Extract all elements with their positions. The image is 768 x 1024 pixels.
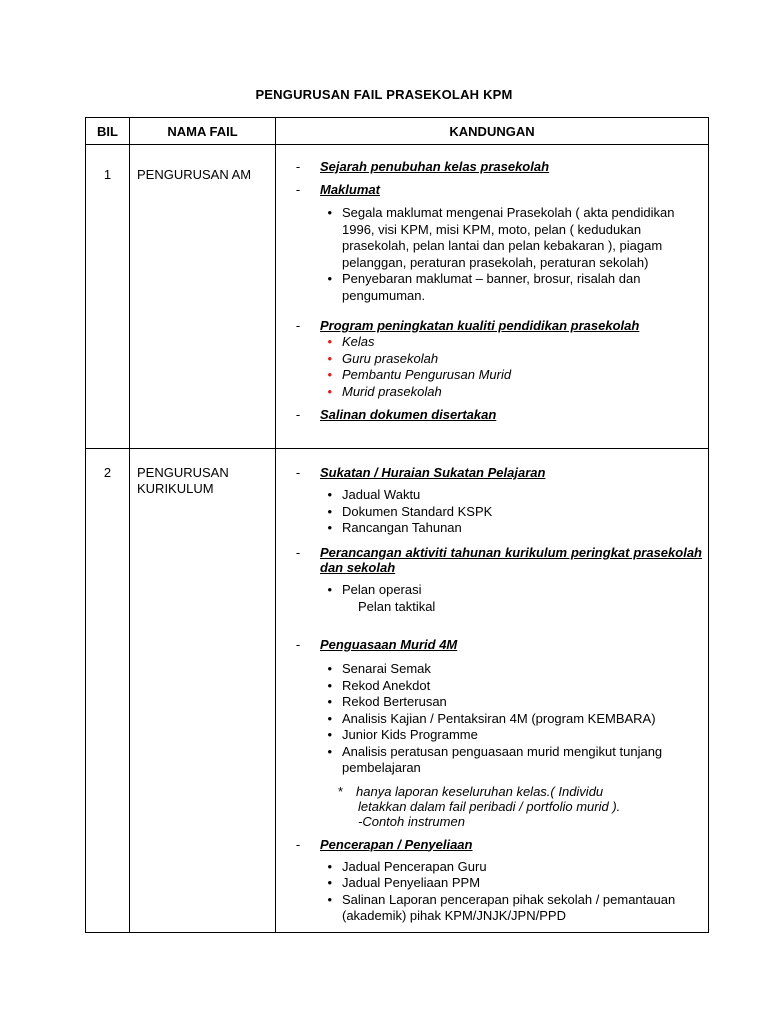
section-heading: Maklumat (320, 182, 380, 197)
bullet-list (276, 487, 702, 537)
bullet-list (276, 334, 702, 400)
dash: - (295, 544, 301, 560)
list-item: • Jadual Pencerapan Guru (327, 858, 487, 874)
list-item: • Pembantu Pengurusan Murid (327, 367, 512, 382)
list-item: • Pelan operasi (327, 581, 422, 597)
section (276, 159, 702, 174)
bullet-list (276, 205, 702, 304)
file-contents (276, 145, 709, 449)
sub-item: Pelan taktikal (358, 599, 436, 614)
note-line: hanya laporan keseluruhan kelas.( Individu (356, 783, 604, 799)
table-row (86, 145, 709, 449)
file-name: PENGURUSAN KURIKULUM (130, 449, 276, 933)
dash: - (295, 465, 301, 480)
section-heading: Pencerapan / Penyeliaan (320, 836, 473, 852)
list-item: • Analisis Kajian / Pentaksiran 4M (program KEMBARA) (327, 710, 656, 726)
dash: - (295, 159, 301, 174)
bullet-list (276, 582, 702, 599)
file-table (85, 117, 709, 933)
row-number: 2 (86, 449, 130, 933)
section-heading: Sejarah penubuhan kelas prasekolah (320, 159, 550, 174)
list-item: • Murid prasekolah (327, 383, 442, 399)
dash: - (295, 407, 301, 422)
section (276, 637, 702, 652)
list-item: • Rancangan Tahunan (327, 520, 462, 535)
bullet-list (276, 661, 702, 777)
dash: - (295, 836, 301, 852)
header-bil: BIL (86, 118, 130, 145)
dash: - (295, 182, 301, 197)
header-nama-fail: NAMA FAIL (130, 118, 276, 145)
file-contents (276, 449, 709, 933)
note-star: * (337, 783, 343, 799)
list-item: • Guru prasekolah (327, 350, 439, 366)
section-heading: Salinan dokumen disertakan (320, 407, 497, 422)
list-item: • Rekod Anekdot (327, 677, 431, 693)
list-item: • Dokumen Standard KSPK (327, 503, 493, 519)
row-number: 1 (86, 145, 130, 449)
dash: - (295, 318, 301, 333)
file-name: PENGURUSAN AM (130, 145, 276, 449)
list-item: • Junior Kids Programme (327, 727, 478, 742)
section-heading: Perancangan aktiviti tahunan kurikulum peringkat prasekolah dan sekolah (320, 544, 702, 575)
section-heading: Penguasaan Murid 4M (320, 637, 458, 652)
list-item: • Salinan Laporan pencerapan pihak sekolah / pemantauan (akademik) pihak KPM/JNJK/JPN/PPD (327, 891, 676, 923)
list-item: • Kelas (327, 334, 375, 349)
section (276, 465, 702, 480)
dash: - (295, 637, 301, 652)
note-line: -Contoh instrumen (358, 813, 465, 829)
section-heading: Sukatan / Huraian Sukatan Pelajaran (320, 465, 546, 480)
section (276, 545, 702, 575)
note-line: letakkan dalam fail peribadi / portfolio murid ). (358, 798, 621, 814)
list-item: • Senarai Semak (327, 661, 431, 676)
section (276, 407, 702, 422)
section-heading: Program peningkatan kualiti pendidikan prasekolah (320, 318, 640, 333)
list-item: • Analisis peratusan penguasaan murid mengikut tunjang pembelajaran (327, 743, 663, 775)
list-item: • Segala maklumat mengenai Prasekolah ( akta pendidikan 1996, visi KPM, misi KPM, moto, pelan ( kedudukan prasekolah, pelan lantai dan pelan kebakaran ), piagam pelanggan, peraturan prasekolah, peraturan sekolah) (327, 205, 675, 270)
note (276, 784, 702, 829)
header-kandungan: KANDUNGAN (276, 118, 709, 145)
list-item: • Penyebaran maklumat – banner, brosur, risalah dan pengumuman. (327, 271, 641, 303)
section (276, 182, 702, 197)
list-item: • Jadual Penyeliaan PPM (327, 875, 481, 890)
list-item: • Rekod Berterusan (327, 694, 447, 709)
section (276, 837, 702, 852)
bullet-list (276, 859, 702, 925)
section (276, 318, 702, 333)
list-item: • Jadual Waktu (327, 487, 421, 502)
document-title: PENGURUSAN FAIL PRASEKOLAH KPM (255, 87, 513, 102)
table-header-row (86, 118, 709, 145)
table-row (86, 449, 709, 933)
